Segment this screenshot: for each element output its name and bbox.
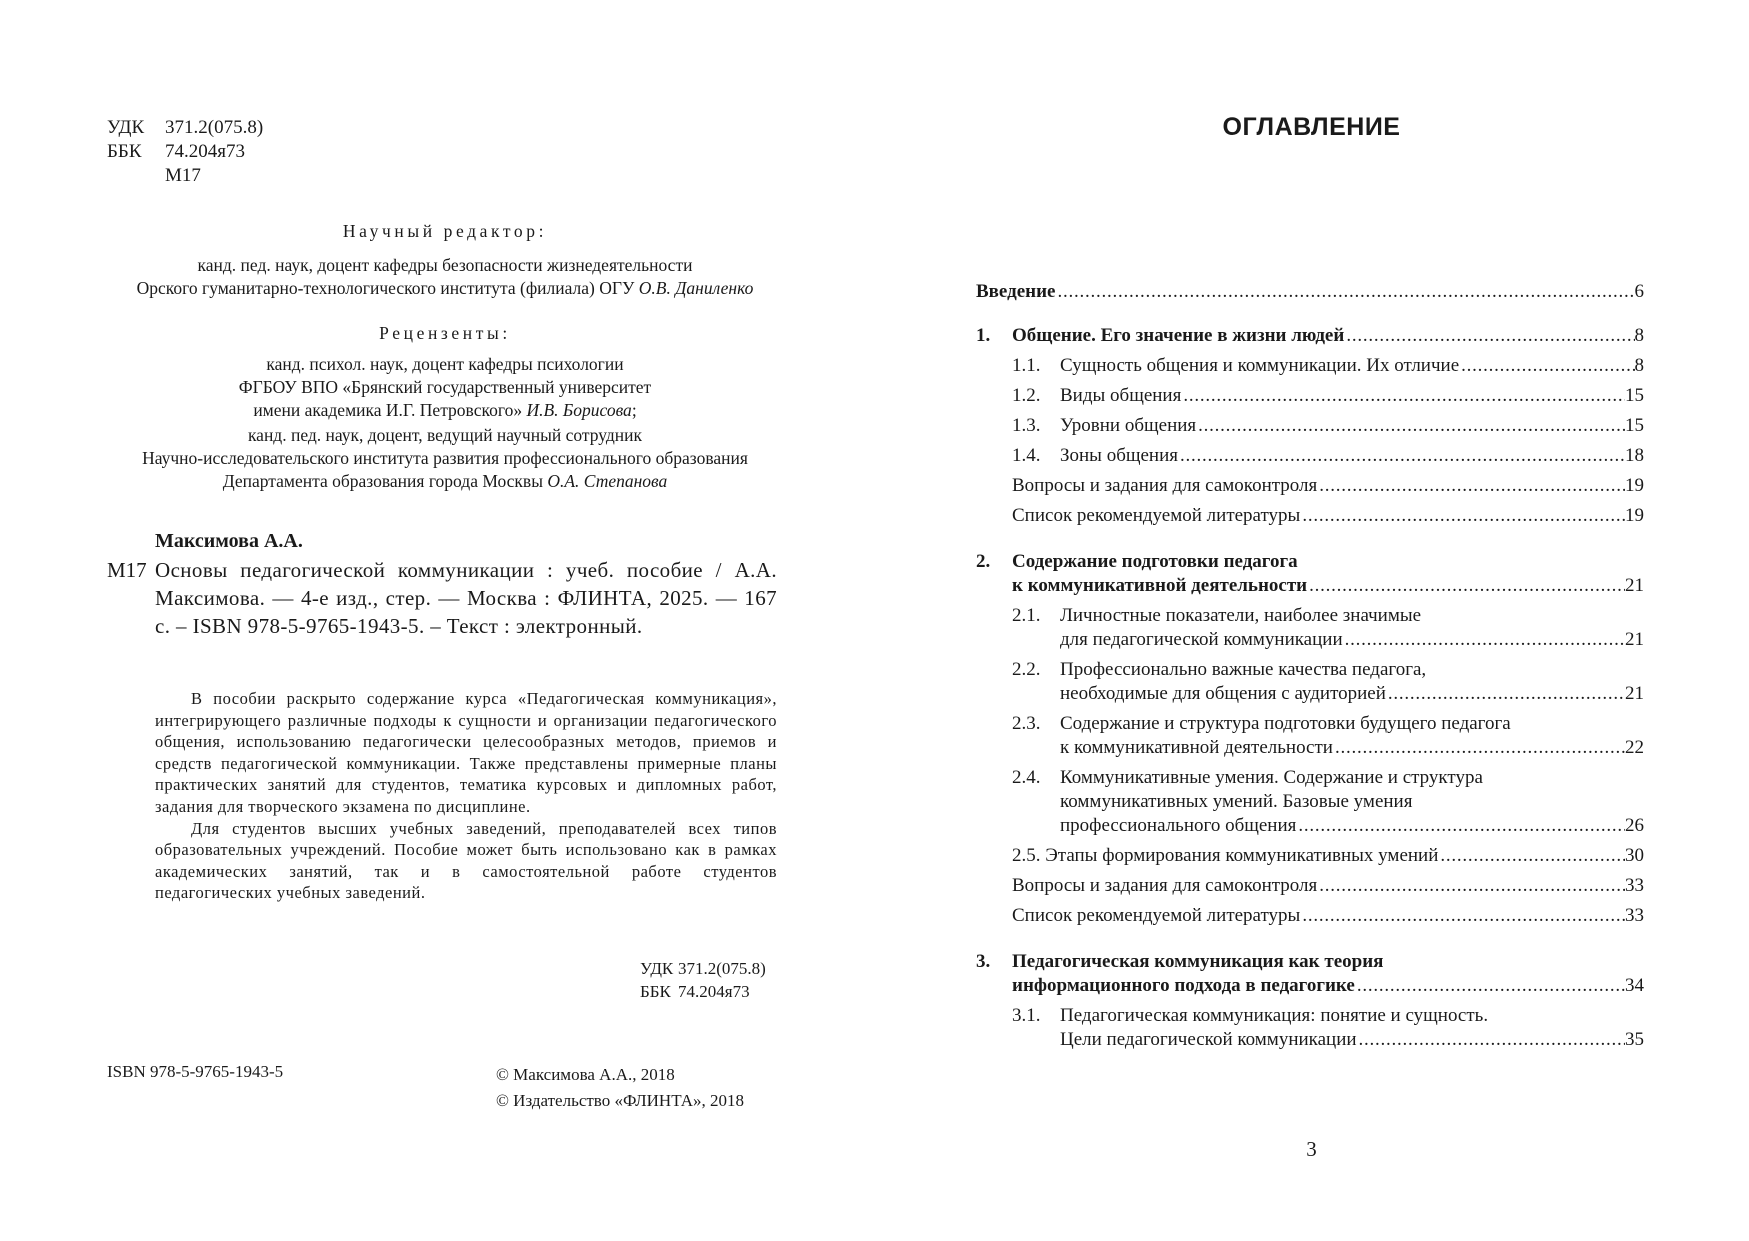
scientific-editor-name: О.В. Даниленко	[638, 278, 754, 298]
dot-leader	[1344, 324, 1634, 348]
abstract-paragraph: В пособии раскрыто содержание курса «Педагогическая коммуникация», интегрирующего различные подходы к сущности и организации педагогического общения, использованию педагогически целесообразных методов, приемов и средств педагогической коммуникации. Также представлены примерные планы практических занятий для студентов, тематика курсовых и дипломных работ, задания для творческого экзамена по дисциплине.	[155, 689, 777, 816]
toc-section-2-3[interactable]	[1012, 712, 1644, 760]
reviewer-line	[107, 399, 783, 422]
reviewer-name: И.В. Борисова	[526, 400, 632, 420]
dot-leader	[1307, 574, 1625, 598]
section-title-line: Содержание и структура подготовки будущего педагога	[1060, 713, 1511, 734]
scientific-editor-heading: Научный редактор:	[342, 221, 548, 241]
toc-section-2-1[interactable]	[1012, 604, 1644, 652]
section-number: 1.2.	[1012, 385, 1041, 406]
toc-section-1-1[interactable]	[1012, 354, 1644, 378]
section-title-line: Профессионально важные качества педагога,	[1060, 659, 1427, 680]
toc-page-number: 19	[1625, 505, 1644, 526]
scientific-editor-affiliation: Орского гуманитарно-технологического института (филиала) ОГУ	[136, 278, 635, 298]
toc-chapter-1[interactable]	[976, 324, 1644, 348]
toc-page-number: 22	[1625, 737, 1644, 758]
toc-questions-1[interactable]	[1012, 474, 1644, 498]
author-mark: М17	[165, 165, 201, 186]
section-title-row	[1060, 354, 1644, 378]
dot-leader	[1355, 974, 1625, 998]
toc-page-number: 21	[1625, 629, 1644, 650]
dot-leader	[1386, 682, 1625, 706]
section-title-line: для педагогической коммуникации	[1060, 629, 1343, 650]
section-title-row	[1060, 384, 1644, 408]
reviewer-separator: ;	[631, 400, 637, 420]
toc-page-number: 33	[1625, 875, 1644, 896]
page-number: 3	[1306, 1137, 1317, 1161]
dot-leader	[1357, 1028, 1625, 1052]
section-title-line: Личностные показатели, наиболее значимые	[1060, 605, 1422, 626]
udc-code-row	[640, 957, 766, 980]
section-title-line: коммуникативных умений. Базовые умения	[1060, 791, 1413, 812]
toc-section-2-2[interactable]	[1012, 658, 1644, 706]
toc-section-1-3[interactable]	[1012, 414, 1644, 438]
section-title-row	[1060, 414, 1644, 438]
udc-label: УДК	[640, 959, 674, 978]
toc-page-number: 18	[1625, 445, 1644, 466]
section-number: 2.3.	[1012, 713, 1041, 734]
toc-page-number: 15	[1625, 385, 1644, 406]
toc-section-1-4[interactable]	[1012, 444, 1644, 468]
section-number: 2.1.	[1012, 605, 1041, 626]
dot-leader	[1333, 736, 1625, 760]
toc-page-number: 15	[1625, 415, 1644, 436]
reviewer-1	[107, 353, 783, 422]
section-title-line: необходимые для общения с аудиторией	[1060, 683, 1386, 704]
reviewers-heading: Рецензенты:	[379, 323, 511, 343]
reviewer-name: О.А. Степанова	[547, 471, 668, 491]
section-title-row	[1060, 682, 1644, 706]
toc-page-number: 26	[1625, 815, 1644, 836]
section-title-block	[1060, 658, 1644, 706]
dot-leader	[1459, 354, 1634, 378]
toc-section-2-4[interactable]	[1012, 766, 1644, 838]
copyright-author: © Максимова А.А., 2018	[496, 1065, 675, 1084]
section-number: 1.1.	[1012, 355, 1041, 376]
section-title-line: Педагогическая коммуникация: понятие и сущность.	[1060, 1005, 1489, 1026]
section-number: 3.1.	[1012, 1005, 1041, 1026]
chapter-title-row	[1012, 324, 1644, 348]
toc-page-number: 33	[1625, 905, 1644, 926]
section-title-line: к коммуникативной деятельности	[1060, 737, 1333, 758]
chapter-number: 2.	[976, 551, 991, 572]
bibliographic-author-mark: М17	[107, 558, 147, 582]
toc-page-number: 34	[1625, 975, 1644, 996]
reviewer-line: Научно-исследовательского института развития профессионального образования	[142, 448, 748, 468]
table-of-contents	[976, 280, 1644, 1052]
abstract-paragraph: Для студентов высших учебных заведений, преподавателей всех типов образовательных учреждений. Пособие может быть использовано как в рамках академических занятий, так и в самостоятельной работе студентов педагогических учебных заведений.	[155, 818, 777, 903]
classification-codes-bottom	[640, 957, 766, 1003]
toc-page-number: 19	[1625, 475, 1644, 496]
chapter-title: Общение. Его значение в жизни людей	[1012, 325, 1345, 346]
chapter-number: 3.	[976, 951, 991, 972]
abstract	[155, 688, 777, 904]
section-number: 1.3.	[1012, 415, 1041, 436]
dot-leader	[1056, 280, 1635, 304]
classification-codes-top	[107, 116, 263, 188]
bbk-label: ББК	[640, 982, 671, 1001]
author-name: Максимова А.А.	[155, 530, 303, 552]
dot-leader	[1181, 384, 1625, 408]
copyright-publisher: © Издательство «ФЛИНТА», 2018	[496, 1091, 745, 1110]
toc-page-number: 21	[1625, 683, 1644, 704]
bbk-code-row	[640, 980, 766, 1003]
dot-leader	[1296, 814, 1625, 838]
dot-leader	[1178, 444, 1625, 468]
section-number: 2.2.	[1012, 659, 1041, 680]
chapter-number: 1.	[976, 325, 991, 346]
bbk-value: 74.204я73	[678, 982, 750, 1001]
toc-page-number: 30	[1625, 845, 1644, 866]
toc-page-number: 8	[1634, 355, 1644, 376]
section-title-row	[1060, 814, 1644, 838]
toc-entry-title: Список рекомендуемой литературы	[1012, 505, 1301, 526]
dot-leader	[1438, 844, 1625, 868]
reviewer-affiliation: Департамента образования города Москвы	[222, 471, 543, 491]
toc-questions-2[interactable]	[1012, 874, 1644, 898]
toc-page-number: 6	[1634, 281, 1644, 302]
dot-leader	[1300, 904, 1625, 928]
toc-page-number: 8	[1634, 325, 1644, 346]
section-title-line: Коммуникативные умения. Содержание и структура	[1060, 767, 1483, 788]
isbn: ISBN 978-5-9765-1943-5	[107, 1062, 284, 1081]
reviewer-line	[107, 470, 783, 493]
chapter-title-row	[1012, 574, 1644, 598]
section-title: Виды общения	[1060, 385, 1182, 406]
toc-chapter-2[interactable]	[976, 550, 1644, 598]
reviewer-line: канд. пед. наук, доцент, ведущий научный сотрудник	[247, 425, 643, 445]
section-title-row	[1060, 628, 1644, 652]
toc-entry-title: Вопросы и задания для самоконтроля	[1012, 475, 1318, 496]
chapter-title-block	[1012, 550, 1644, 598]
udc-label: УДК	[107, 117, 145, 138]
chapter-title-block	[1012, 950, 1644, 998]
section-title-block	[1060, 712, 1644, 760]
dot-leader	[1317, 474, 1625, 498]
right-page	[874, 0, 1749, 1241]
section-title-block	[1060, 766, 1644, 838]
udc-code-row	[107, 116, 263, 140]
toc-entry-title: Вопросы и задания для самоконтроля	[1012, 875, 1318, 896]
copyright-block	[496, 1062, 744, 1114]
section-number: 2.4.	[1012, 767, 1041, 788]
section-title-block	[1060, 1004, 1644, 1052]
reviewer-affiliation: имени академика И.Г. Петровского»	[253, 400, 523, 420]
toc-literature-2[interactable]	[1012, 904, 1644, 928]
section-title-row	[1060, 1028, 1644, 1052]
dot-leader	[1300, 504, 1625, 528]
scientific-editor-line: канд. пед. наук, доцент кафедры безопасности жизнедеятельности	[197, 255, 693, 275]
bbk-label: ББК	[107, 141, 142, 162]
reviewer-line: ФГБОУ ВПО «Брянский государственный университет	[238, 377, 652, 397]
scientific-editor-line	[107, 277, 783, 300]
toc-title: ОГЛАВЛЕНИЕ	[1222, 113, 1401, 141]
toc-section-2-5[interactable]	[1012, 844, 1644, 868]
reviewer-line: канд. психол. наук, доцент кафедры психологии	[266, 354, 624, 374]
section-title: Сущность общения и коммуникации. Их отличие	[1060, 355, 1460, 376]
dot-leader	[1317, 874, 1625, 898]
toc-page-number: 35	[1625, 1029, 1644, 1050]
bibliographic-description: Основы педагогической коммуникации : учеб. пособие / А.А. Максимова. — 4-е изд., стер. — Москва : ФЛИНТА, 2025. — 167 с. – ISBN 978-5-9765-1943-5. – Текст : электронный.	[155, 558, 777, 638]
udc-value: 371.2(075.8)	[165, 117, 264, 138]
toc-entry-title: Список рекомендуемой литературы	[1012, 905, 1301, 926]
section-title: Зоны общения	[1060, 445, 1179, 466]
toc-chapter-3[interactable]	[976, 950, 1644, 998]
section-title: Уровни общения	[1060, 415, 1197, 436]
section-title-line: профессионального общения	[1060, 815, 1297, 836]
dot-leader	[1343, 628, 1625, 652]
toc-section-3-1[interactable]	[1012, 1004, 1644, 1052]
udc-value: 371.2(075.8)	[678, 959, 766, 978]
chapter-title-line: к коммуникативной деятельности	[1012, 575, 1308, 596]
left-page	[0, 0, 874, 1241]
section-title-row	[1060, 736, 1644, 760]
toc-page-number: 21	[1625, 575, 1644, 596]
section-number: 1.4.	[1012, 445, 1041, 466]
toc-entry-title: Введение	[976, 281, 1056, 302]
toc-entry-intro[interactable]	[976, 280, 1644, 304]
section-title: 2.5. Этапы формирования коммуникативных умений	[1012, 845, 1439, 866]
chapter-title-line: Содержание подготовки педагога	[1012, 551, 1298, 572]
chapter-title-line: Педагогическая коммуникация как теория	[1012, 951, 1384, 972]
section-title-block	[1060, 604, 1644, 652]
dot-leader	[1196, 414, 1625, 438]
bbk-value: 74.204я73	[165, 141, 245, 162]
scientific-editor-info	[107, 254, 783, 300]
toc-section-1-2[interactable]	[1012, 384, 1644, 408]
chapter-title-row	[1012, 974, 1644, 998]
toc-literature-1[interactable]	[1012, 504, 1644, 528]
bbk-code-row	[107, 140, 263, 164]
section-title-line: Цели педагогической коммуникации	[1060, 1029, 1357, 1050]
reviewer-2	[107, 424, 783, 493]
chapter-title-line: информационного подхода в педагогике	[1012, 975, 1355, 996]
section-title-row	[1060, 444, 1644, 468]
